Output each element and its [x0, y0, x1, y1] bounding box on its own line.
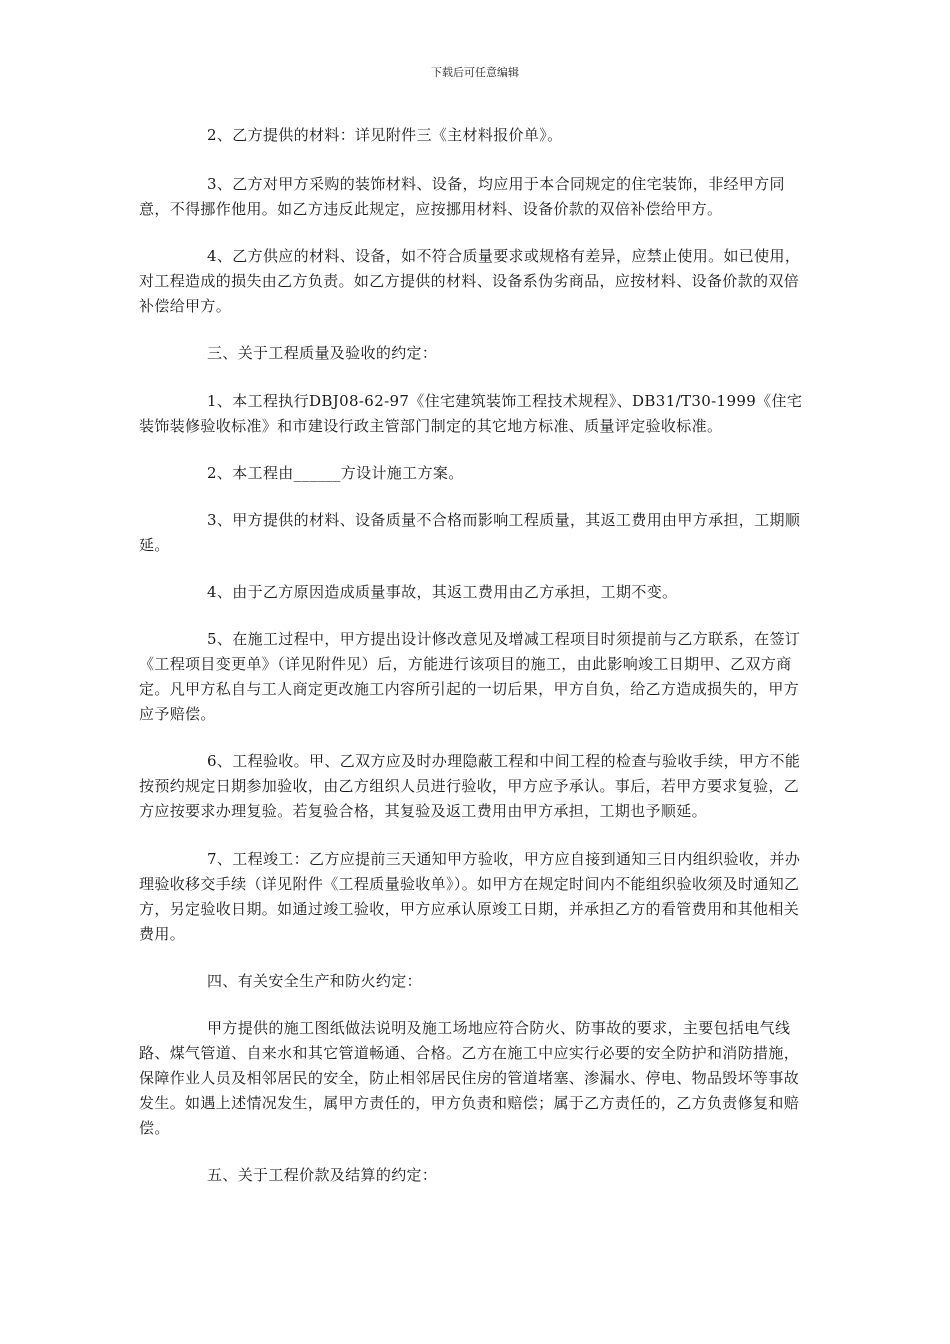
paragraph-material-supply: 2、乙方提供的材料：详见附件三《主材料报价单》。 — [207, 126, 563, 144]
page-header: 下载后可任意编辑 — [431, 66, 519, 79]
paragraph-party-a-materials: 3、甲方提供的材料、设备质量不合格而影响工程质量，其返工费用由甲方承担，工期顺延。 — [139, 511, 801, 554]
document-body — [139, 123, 811, 1188]
paragraph-safety: 甲方提供的施工图纸做法说明及施工场地应符合防火、防事故的要求，主要包括电气线路、煤气管道、自来水和其它管道畅通、合格。乙方在施工中应实行必要的安全防护和消防措施，保障作业人员及相邻居民的安全，防止相邻居民住房的管道堵塞、渗漏水、停电、物品毁坏等事故发生。如遇上述情况发生，属甲方责任的，甲方负责和赔偿；属于乙方责任的，乙方负责修复和赔偿。 — [139, 1019, 800, 1137]
paragraph-standards: 1、本工程执行DBJ08-62-97《住宅建筑装饰工程技术规程》、DB31/T30-1999《住宅装饰装修验收标准》和市建设行政主管部门制定的其它地方标准、质量评定验收标准。 — [139, 392, 803, 435]
paragraph-design-changes: 5、在施工过程中，甲方提出设计修改意见及增减工程项目时须提前与乙方联系，在签订《工程项目变更单》（详见附件见）后，方能进行该项目的施工，由此影响竣工日期甲、乙双方商定。凡甲方私自与工人商定更改施工内容所引起的一切后果，甲方自负，给乙方造成损失的，甲方应予赔偿。 — [139, 630, 801, 723]
section-heading-quality: 三、关于工程质量及验收的约定： — [207, 344, 438, 362]
paragraph-completion: 7、工程竣工：乙方应提前三天通知甲方验收，甲方应自接到通知三日内组织验收，并办理验收移交手续（详见附件《工程质量验收单》）。如甲方在规定时间内不能组织验收须及时通知乙方，另定验收日期。如通过竣工验收，甲方应承认原竣工日期，并承担乙方的看管费用和其他相关费用。 — [139, 850, 801, 943]
section-heading-safety: 四、有关安全生产和防火约定： — [207, 972, 422, 990]
section-heading-price-settlement: 五、关于工程价款及结算的约定： — [207, 1166, 438, 1184]
paragraph-design-party: 2、本工程由______方设计施工方案。 — [207, 464, 464, 482]
paragraph-inspection: 6、工程验收。甲、乙双方应及时办理隐蔽工程和中间工程的检查与验收手续，甲方不能按预约规定日期参加验收，由乙方组织人员进行验收，甲方应予承认。事后，若甲方要求复验，乙方应按要求办理复验。若复验合格，其复验及返工费用由甲方承担，工期也予顺延。 — [139, 752, 801, 820]
paragraph-material-usage: 3、乙方对甲方采购的装饰材料、设备，均应用于本合同规定的住宅装饰，非经甲方同意，不得挪作他用。如乙方违反此规定，应按挪用材料、设备价款的双倍补偿给甲方。 — [139, 175, 785, 218]
paragraph-material-quality: 4、乙方供应的材料、设备，如不符合质量要求或规格有差异，应禁止使用。如已使用，对工程造成的损失由乙方负责。如乙方提供的材料、设备系伪劣商品，应按材料、设备价款的双倍补偿给甲方。 — [139, 247, 801, 315]
paragraph-quality-accident: 4、由于乙方原因造成质量事故，其返工费用由乙方承担，工期不变。 — [207, 583, 678, 601]
